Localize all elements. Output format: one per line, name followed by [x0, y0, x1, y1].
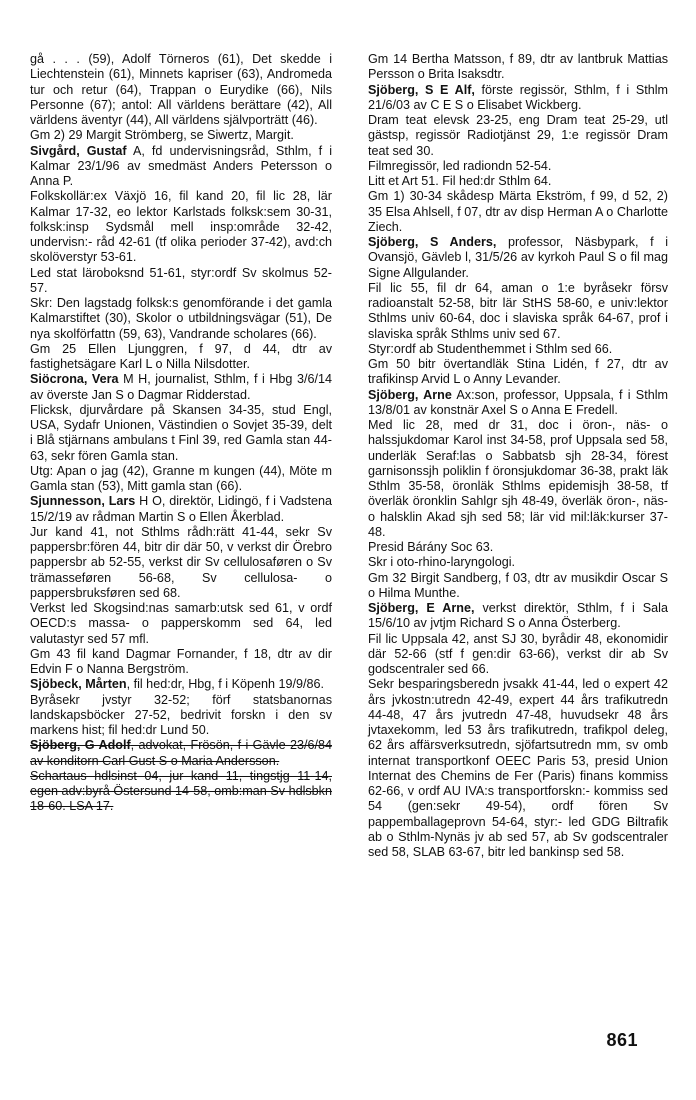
entry-paragraph: Utg: Apan o jag (42), Granne m kungen (44), Möte m Gamla stan (53), Mitt gamla stan (66). [30, 463, 332, 493]
entry-headword: Sjöberg, S Anders, [368, 235, 497, 249]
entry-intro: verkst direktör, Sthlm, f i Sala 15/6/10 av jvtjm Richard S o Anna Österberg. [368, 601, 668, 631]
entry-intro: förste regissör, Sthlm, f i Sthlm 21/6/03 av C E S o Elisabet Wickberg. [368, 82, 669, 112]
entry-paragraph: Fil lic 55, fil dr 64, aman o 1:e byråsekr försv radioanstalt 52-58, bitr lär StHS 58-60, e univ:lektor Sthlms univ 60-64, doc i slaviska språk 64-67, prof i slaviska språk Sthlms univ sed 67. [368, 280, 668, 341]
entry-headword: Sjöberg, G Adolf [30, 738, 131, 753]
entry-paragraph [30, 738, 332, 769]
entry-headword: Sjöberg, S E Alf, [368, 82, 475, 97]
biography-entry [368, 601, 668, 860]
entry-paragraph [368, 235, 668, 281]
biography-entry [368, 235, 668, 388]
entry-paragraph: Gm 50 bitr övertandläk Stina Lidén, f 27, dtr av trafikinsp Arvid L o Anny Levander. [368, 357, 668, 387]
entry-paragraph: Med lic 28, med dr 31, doc i öron-, näs- o halssjukdomar Karol inst 34-58, prof Uppsala sed 58, underläk Seraf:las o Sabbatsb sjh 28-34, förest garnisonssjh poliklin f öronsjukdomar 36-38, prakt läk Sthlm 35-58, öronläk Sthlms epidemisjh 38-58, tf överläk öronklin Sahlgr sjh 48-49, överläk öron-, näs- o halsklin Akad sjh sed 58; lär vid mil:läk:kurser 37-48. [368, 418, 668, 539]
entry-paragraph: Gm 14 Bertha Matsson, f 89, dtr av lantbruk Mattias Persson o Brita Isaksdtr. [368, 52, 668, 82]
entry-paragraph: Skr: Den lagstadg folksk:s genomförande i det gamla Kalmarstiftet (30), Skolor o utbildningsvägar (51), De nya skolförfattn (59, 63), Vandrande scholares (66). [30, 296, 332, 341]
biography-entry [30, 738, 332, 814]
entry-intro: Ax:son, professor, Uppsala, f i Sthlm 13/8/01 av konstnär Axel S o Anna E Fredell. [368, 387, 669, 417]
entry-paragraph: Led stat läroboksnd 51-61, styr:ordf Sv skolmus 52-57. [30, 265, 332, 295]
entry-paragraph: Folkskollär:ex Växjö 16, fil kand 20, fil lic 28, lär Kalmar 17-32, eo lektor Karlstads folksk:sem 30-31, folksk:insp Sydsmål mell insp:område 32-42, undervisn:- råd 42-61 (tf olika perioder 37-42), avd:ch skolöverstyr 53-61. [30, 189, 332, 265]
entry-paragraph: gå . . . (59), Adolf Törneros (61), Det skedde i Liechtenstein (61), Minnets kapriser (63), Andromeda tur och retur (64), Trappan o Eurydike (66), Nils Personne (67); antol: All världens berättare (42), All världens äventyr (44), All världens självporträtt (46). [30, 52, 332, 127]
entry-paragraph: Skr i oto-rhino-laryngologi. [368, 555, 515, 570]
entry-headword: Sjöberg, E Arne, [368, 601, 475, 615]
biography-entry [368, 52, 668, 83]
biography-entry [368, 388, 668, 602]
entry-headword: Siöcrona, Vera [30, 372, 119, 387]
entry-paragraph: Verkst led Skogsind:nas samarb:utsk sed 61, v ordf OECD:s massa- o papperskomm sed 64, led valutastyr sed 57 mfl. [30, 601, 332, 646]
entry-paragraph [30, 494, 332, 525]
entry-paragraph: Jur kand 41, not Sthlms rådh:rätt 41-44, sekr Sv pappersbr:fören 44, bitr dir där 50, v verkst dir Örebro pappersbr ab 52-55, verkst dir Sv cellulosaføren o Sv trämasseføren 56-68, Sv cellulosa- o pappersbruksføren sed 68. [30, 524, 332, 600]
entry-paragraph: Gm 25 Ellen Ljunggren, f 97, d 44, dtr av fastighetsägare Karl L o Nilla Nilsdotter. [30, 341, 332, 371]
entry-paragraph: Gm 1) 30-34 skådesp Märta Ekström, f 99, d 52, 2) 35 Elsa Ahlsell, f 07, dtr av disp Herman A o Charlotte Ziech. [368, 189, 668, 234]
entry-headword: Sivgård, Gustaf [30, 143, 127, 158]
entry-paragraph: Gm 32 Birgit Sandberg, f 03, dtr av musikdir Oscar S o Hilma Munthe. [368, 570, 668, 600]
biography-entry [30, 144, 332, 373]
entry-intro: A, fd undervisningsråd, Sthlm, f i Kalmar 23/1/96 av smedmäst Anders Petersson o Anna P. [30, 143, 332, 188]
right-column [368, 52, 668, 860]
entry-intro: H O, direktör, Lidingö, f i Vadstena 15/2/19 av rådman Martin S o Ellen Åkerblad. [30, 494, 332, 524]
entry-paragraph: Sekr besparingsberedn jvsakk 41-44, led o expert 42 års jvkostn:utredn 42-49, expert 44 års trafikutredn 44-48, 47 års jvutredn 47-48, huvudsekr 48 års jvtaxekomm, led 53 års trafikutredn, trafikpol deleg, 62 års affärsverksutredn, sjöfartsutredn mm, sv omb internat transportkonf OEEC Paris 53, presid Union Internat des Chemins de Fer (Paris) finans kommiss 62-66, v ordf AU IVA:s transportforskn:- kommiss sed 54 (gen:sekr 49-54), ordf fören Sv pappemballageprovn 54-64, styr:- led GDG Biltrafik ab o Sthlm-Nynäs jv ab sed 57, ab Sv godscentraler sed 58, SLAB 63-67, bitr led bankinsp sed 58. [368, 677, 668, 859]
entry-paragraph: Byråsekr jvstyr 32-52; förf statsbanornas landskapsböcker 27-52, bedrivit forskn i den sv markens hist; fil hed:dr Lund 50. [30, 692, 332, 737]
page-number: 861 [606, 1030, 638, 1050]
biography-entry [30, 494, 332, 677]
entry-intro: , fil hed:dr, Hbg, f i Köpenh 19/9/86. [126, 677, 325, 692]
biography-entry [368, 83, 668, 236]
entry-paragraph: Schartaus hdlsinst 04, jur kand 11, tingstjg 11-14, egen adv:byrå Östersund 14-58, omb:man Sv hdlsbkn 18-60. LSA 17. [30, 768, 332, 814]
entry-paragraph: Litt et Art 51. Fil hed:dr Sthlm 64. [368, 174, 552, 188]
entry-paragraph [368, 83, 668, 114]
entry-intro: M H, journalist, Sthlm, f i Hbg 3/6/14 av överste Jan S o Dagmar Ridderstad. [30, 372, 332, 402]
entry-paragraph: Dram teat elevsk 23-25, eng Dram teat 25-29, utl gästsp, regissör Radiotjänst 29, 1:e regissör Dram teat sed 30. [368, 113, 668, 158]
entry-paragraph [30, 677, 332, 692]
biography-entry [30, 677, 332, 738]
entry-headword: Sjöbeck, Mårten [30, 677, 127, 692]
left-column [30, 52, 332, 815]
entry-paragraph: Fil lic Uppsala 42, anst SJ 30, byrådir 48, ekonomidir där 52-66 (stf f gen:dir 63-66), verkst dir ab Sv godscentraler sed 66. [368, 631, 668, 676]
entry-paragraph: Gm 43 fil kand Dagmar Fornander, f 18, dtr av dir Edvin F o Nanna Bergström. [30, 646, 332, 676]
entry-paragraph [368, 601, 668, 632]
entry-paragraph [30, 372, 332, 403]
entry-intro: professor, Näsbypark, f i Ovansjö, Gävleb l, 31/5/26 av kyrkoh Paul S o fil mag Signe Allgulander. [368, 235, 668, 280]
entry-paragraph: Presid Bárány Soc 63. [368, 540, 494, 554]
entry-paragraph: Gm 2) 29 Margit Strömberg, se Siwertz, Margit. [30, 128, 294, 143]
biography-entry [30, 52, 332, 144]
entry-intro: , advokat, Frösön, f i Gävle 23/6/84 av konditorn Carl Gust S o Maria Andersson. [30, 738, 332, 768]
entry-paragraph [368, 388, 668, 419]
biography-entry [30, 372, 332, 494]
entry-headword: Sjöberg, Arne [368, 387, 452, 402]
entry-paragraph: Flicksk, djurvårdare på Skansen 34-35, stud Engl, USA, Sydafr Unionen, Västindien o Sovjet 35-39, delt i Blå stjärnans ambulans t Finl 39, red Gamla stan 44-63, sekr fören Gamla stan. [30, 402, 332, 463]
entry-paragraph: Styr:ordf ab Studenthemmet i Sthlm sed 66. [368, 341, 613, 356]
entry-headword: Sjunnesson, Lars [30, 494, 136, 509]
entry-paragraph [30, 144, 332, 190]
entry-paragraph: Filmregissör, led radiondn 52-54. [368, 158, 552, 173]
